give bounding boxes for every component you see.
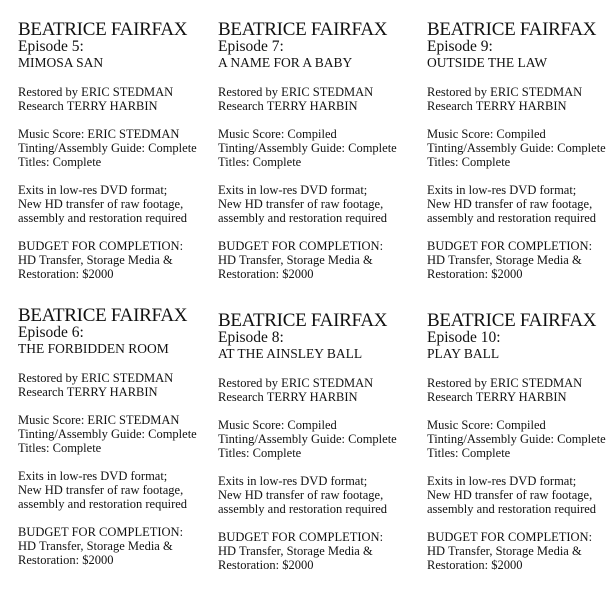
music-score: Music Score: ERIC STEDMAN [18,413,180,427]
format-block [18,183,203,225]
budget-heading: BUDGET FOR COMPLETION: [218,530,384,544]
credits-block [427,376,606,404]
budget-items: HD Transfer, Storage Media & [427,253,582,267]
budget-amount: Restoration: $2000 [427,558,523,572]
budget-block [218,530,403,572]
episode-title: MIMOSA SAN [18,55,104,70]
restored-by: Restored by ERIC STEDMAN [18,85,174,99]
status-block [218,127,403,169]
episode-card-10 [427,311,606,572]
titles-status: Titles: Complete [218,155,302,169]
music-score: Music Score: Compiled [218,418,337,432]
format-line-2: New HD transfer of raw footage, [427,488,593,502]
budget-amount: Restoration: $2000 [18,553,114,567]
format-line-1: Exits in low-res DVD format; [218,474,368,488]
format-block [218,474,403,516]
tinting-guide: Tinting/Assembly Guide: Complete [218,432,397,446]
status-block [427,127,606,169]
episode-card-7 [218,20,403,281]
format-block [218,183,403,225]
credits-block [218,85,403,113]
episode-card-8 [218,311,403,572]
research-by: Research TERRY HARBIN [18,385,158,399]
status-block [218,418,403,460]
restored-by: Restored by ERIC STEDMAN [218,376,374,390]
episode-title: A NAME FOR A BABY [218,55,353,70]
format-line-3: assembly and restoration required [18,211,188,225]
format-block [427,183,606,225]
series-title: BEATRICE FAIRFAX [427,310,597,331]
restored-by: Restored by ERIC STEDMAN [18,371,174,385]
music-score: Music Score: ERIC STEDMAN [18,127,180,141]
budget-heading: BUDGET FOR COMPLETION: [427,239,593,253]
research-by: Research TERRY HARBIN [218,99,358,113]
research-by: Research TERRY HARBIN [18,99,158,113]
restored-by: Restored by ERIC STEDMAN [218,85,374,99]
budget-amount: Restoration: $2000 [427,267,523,281]
format-line-3: assembly and restoration required [218,211,388,225]
format-line-3: assembly and restoration required [427,502,597,516]
music-score: Music Score: Compiled [218,127,337,141]
episode-number: Episode 5: [18,38,84,55]
titles-status: Titles: Complete [18,155,102,169]
budget-heading: BUDGET FOR COMPLETION: [18,525,184,539]
format-line-2: New HD transfer of raw footage, [18,197,184,211]
restored-by: Restored by ERIC STEDMAN [427,376,583,390]
credits-block [218,376,403,404]
budget-items: HD Transfer, Storage Media & [218,253,373,267]
episode-number: Episode 7: [218,38,284,55]
tinting-guide: Tinting/Assembly Guide: Complete [18,427,197,441]
budget-heading: BUDGET FOR COMPLETION: [218,239,384,253]
budget-amount: Restoration: $2000 [218,558,314,572]
budget-items: HD Transfer, Storage Media & [18,253,173,267]
format-block [18,469,203,511]
format-line-1: Exits in low-res DVD format; [18,469,168,483]
episode-title: PLAY BALL [427,346,500,361]
format-block [427,474,606,516]
episode-card-5 [18,20,203,281]
titles-status: Titles: Complete [18,441,102,455]
budget-block [18,239,203,281]
tinting-guide: Tinting/Assembly Guide: Complete [427,141,606,155]
series-title: BEATRICE FAIRFAX [18,305,188,326]
research-by: Research TERRY HARBIN [218,390,358,404]
series-title: BEATRICE FAIRFAX [18,19,188,40]
episode-number: Episode 8: [218,329,284,346]
format-line-3: assembly and restoration required [427,211,597,225]
series-title: BEATRICE FAIRFAX [218,310,388,331]
format-line-1: Exits in low-res DVD format; [427,474,577,488]
format-line-1: Exits in low-res DVD format; [218,183,368,197]
episode-number: Episode 10: [427,329,501,346]
episode-card-6 [18,306,203,567]
format-line-2: New HD transfer of raw footage, [218,488,384,502]
budget-heading: BUDGET FOR COMPLETION: [18,239,184,253]
budget-block [427,239,606,281]
credits-block [427,85,606,113]
tinting-guide: Tinting/Assembly Guide: Complete [18,141,197,155]
format-line-2: New HD transfer of raw footage, [427,197,593,211]
format-line-1: Exits in low-res DVD format; [18,183,168,197]
status-block [18,127,203,169]
credits-block [18,85,203,113]
format-line-1: Exits in low-res DVD format; [427,183,577,197]
format-line-2: New HD transfer of raw footage, [218,197,384,211]
titles-status: Titles: Complete [218,446,302,460]
restored-by: Restored by ERIC STEDMAN [427,85,583,99]
episode-title: OUTSIDE THE LAW [427,55,548,70]
budget-items: HD Transfer, Storage Media & [18,539,173,553]
format-line-2: New HD transfer of raw footage, [18,483,184,497]
format-line-3: assembly and restoration required [218,502,388,516]
music-score: Music Score: Compiled [427,127,546,141]
budget-items: HD Transfer, Storage Media & [427,544,582,558]
budget-items: HD Transfer, Storage Media & [218,544,373,558]
episode-title: THE FORBIDDEN ROOM [18,341,169,356]
research-by: Research TERRY HARBIN [427,390,567,404]
credits-block [18,371,203,399]
budget-block [427,530,606,572]
tinting-guide: Tinting/Assembly Guide: Complete [218,141,397,155]
episode-title: AT THE AINSLEY BALL [218,346,363,361]
budget-block [18,525,203,567]
budget-heading: BUDGET FOR COMPLETION: [427,530,593,544]
tinting-guide: Tinting/Assembly Guide: Complete [427,432,606,446]
titles-status: Titles: Complete [427,155,511,169]
titles-status: Titles: Complete [427,446,511,460]
episode-card-9 [427,20,606,281]
episode-number: Episode 9: [427,38,493,55]
episode-number: Episode 6: [18,324,84,341]
budget-amount: Restoration: $2000 [18,267,114,281]
status-block [427,418,606,460]
budget-block [218,239,403,281]
budget-amount: Restoration: $2000 [218,267,314,281]
series-title: BEATRICE FAIRFAX [218,19,388,40]
status-block [18,413,203,455]
research-by: Research TERRY HARBIN [427,99,567,113]
music-score: Music Score: Compiled [427,418,546,432]
format-line-3: assembly and restoration required [18,497,188,511]
series-title: BEATRICE FAIRFAX [427,19,597,40]
